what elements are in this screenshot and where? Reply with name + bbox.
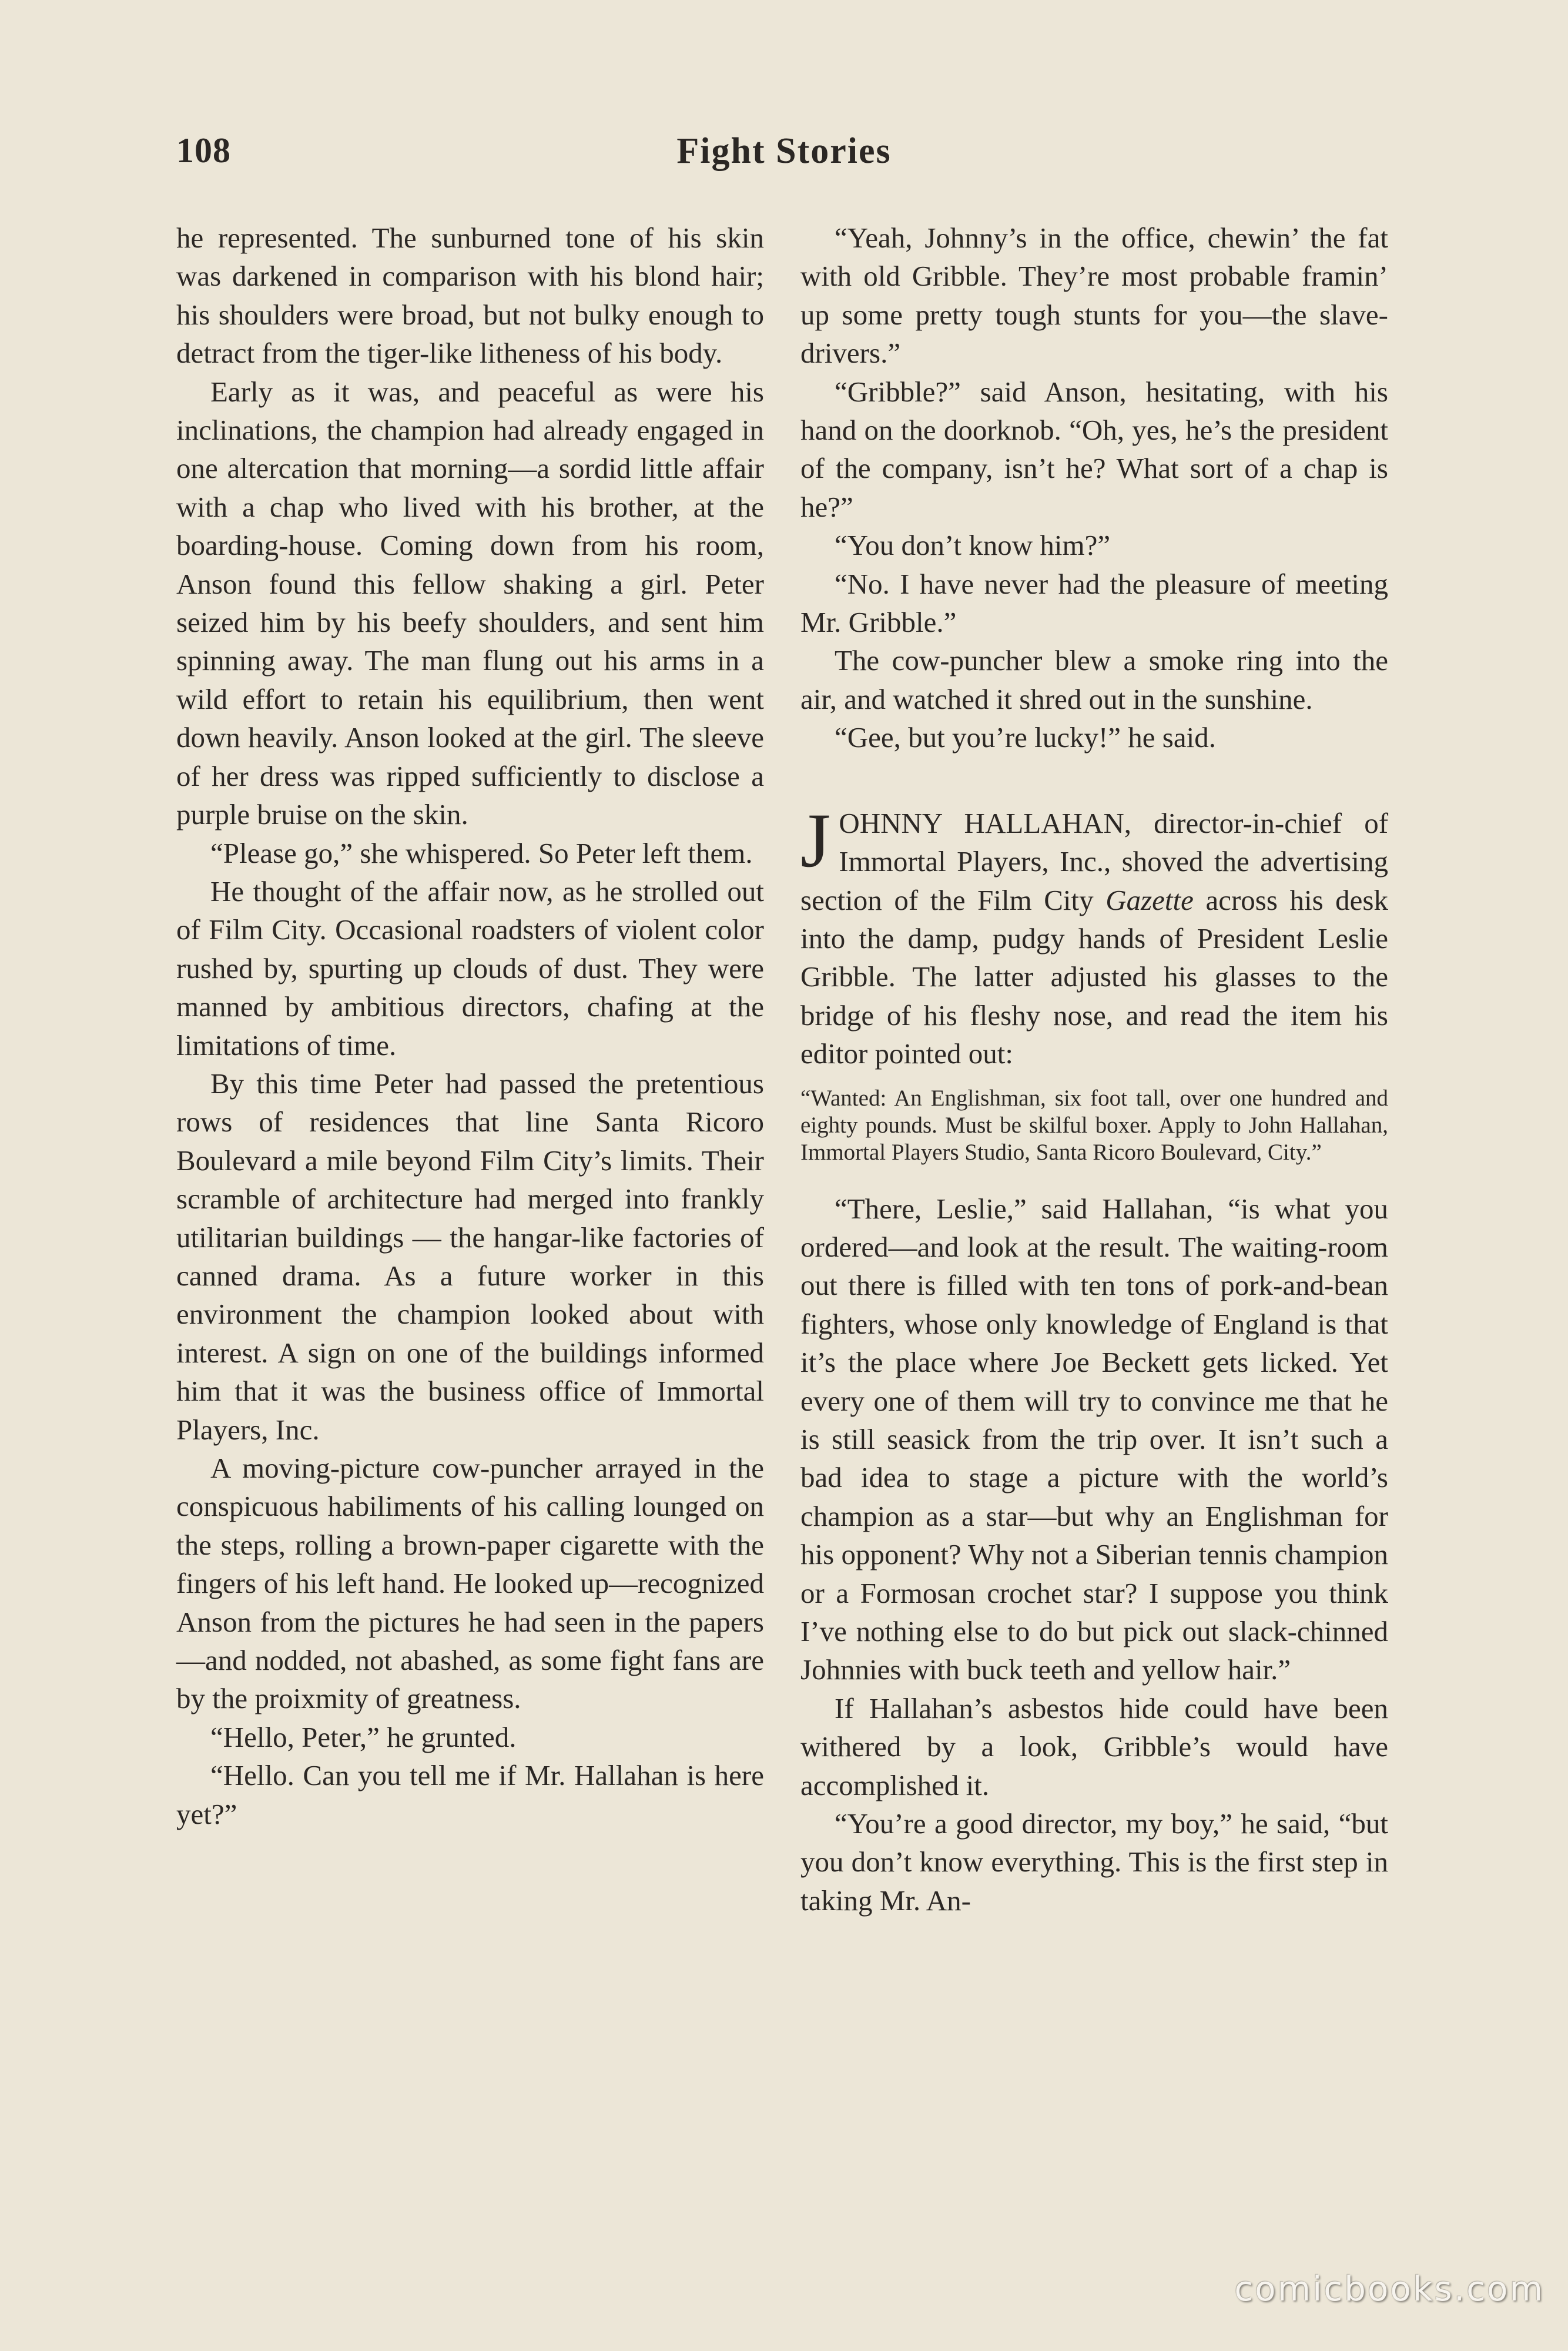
paragraph: By this time Peter had passed the pretentious rows of residences that line Santa Ricoro Boulevard a mile beyond Film City’s limits. Their scramble of architecture had merged into frankly utilitarian buildings — the hangar-like factories of canned drama. As a future worker in this environment the champion looked about with interest. A sign on one of the buildings informed him that it was the business office of Immortal Players, Inc.	[176, 1067, 764, 1446]
paragraph: If Hallahan’s asbestos hide could have been withered by a look, Gribble’s would have accomplished it.	[800, 1692, 1388, 1801]
left-column	[176, 219, 764, 1833]
opening-text: director-in-chief of Immortal Players, Inc., shoved the advertising section of the Film City	[800, 806, 1389, 916]
paragraph: A moving-picture cow-puncher arrayed in the conspicuous habiliments of his calling lounged on the steps, rolling a brown-paper cigarette with the fingers of his left hand. He looked up—recognized Anson from the pictures he had seen in the papers—and nodded, not abashed, as some fight fans are by the proixmity of greatness.	[176, 1452, 764, 1715]
running-title: Fight Stories	[676, 131, 892, 171]
opening-caps: OHNNY HALLAHAN,	[839, 806, 1131, 839]
paragraph: The cow-puncher blew a smoke ring into the air, and watched it shred out in the sunshine.	[800, 644, 1388, 715]
paragraph: “You don’t know him?”	[835, 529, 1111, 562]
paragraph: he represented. The sunburned tone of his skin was darkened in comparison with his blond hair; his shoulders were broad, but not bulky enough to detract from the tiger-like litheness of his body.	[176, 222, 764, 370]
advertisement-quote: “Wanted: An Englishman, six foot tall, over one hundred and eighty pounds. Must be skilful boxer. Apply to John Hallahan, Immortal Players Studio, Santa Ricoro Boulevard, City.”	[800, 1085, 1388, 1165]
watermark: comicbooks.com	[1234, 2269, 1544, 2309]
paragraph: “Hello, Peter,” he grunted.	[210, 1720, 517, 1753]
paragraph: Early as it was, and peaceful as were his inclinations, the champion had already engaged in one altercation that morning—a sordid little affair with a chap who lived with his brother, at the boarding-house. Coming down from his room, Anson found this fellow shaking a girl. Peter seized him by his beefy shoulders, and sent him spinning away. The man flung out his arms in a wild effort to retain his equilibrium, then went down heavily. Anson looked at the girl. The sleeve of her dress was ripped sufficiently to disclose a purple bruise on the skin.	[176, 375, 764, 831]
paragraph: “Please go,” she whispered. So Peter left them.	[210, 836, 753, 869]
section-opening-paragraph	[800, 796, 1389, 1073]
paragraph: “Gee, but you’re lucky!” he said.	[835, 721, 1216, 754]
paragraph: “Hello. Can you tell me if Mr. Hallahan is here yet?”	[176, 1759, 764, 1830]
paragraph: “There, Leslie,” said Hallahan, “is what you ordered—and look at the result. The waiting-room out there is filled with ten tons of pork-and-bean fighters, whose only knowledge of England is that it’s the place where Joe Beckett gets licked. Yet every one of them will try to convince me that he is still seasick from the trip over. It isn’t such a bad idea to stage a picture with the world’s champion as a star—but why an Englishman for his opponent? Why not a Siberian tennis champion or a Formosan crochet star? I suppose you think I’ve nothing else to do but pick out slack-chinned Johnnies with buck teeth and yellow hair.”	[800, 1192, 1388, 1686]
page-number: 108	[176, 131, 231, 170]
opening-text-cont: across his desk into the damp, pudgy hands of President Leslie Gribble. The latter adjusted his glasses to the bridge of his fleshy nose, and read the item his editor pointed out:	[800, 883, 1388, 1070]
paragraph: “You’re a good director, my boy,” he said, “but you don’t know everything. This is the first step in taking Mr. An-	[800, 1807, 1388, 1917]
paragraph: He thought of the affair now, as he strolled out of Film City. Occasional roadsters of violent color rushed by, spurting up clouds of dust. They were manned by ambitious directors, chafing at the limitations of time.	[176, 875, 764, 1061]
paragraph: “Gribble?” said Anson, hesitating, with his hand on the doorknob. “Oh, yes, he’s the president of the company, isn’t he? What sort of a chap is he?”	[800, 375, 1388, 523]
paragraph: “No. I have never had the pleasure of meeting Mr. Gribble.”	[800, 567, 1388, 639]
drop-cap: J	[800, 796, 831, 883]
newspaper-title: Gazette	[1105, 883, 1194, 916]
paragraph: “Yeah, Johnny’s in the office, chewin’ the fat with old Gribble. They’re most probable framin’ up some pretty tough stunts for you—the slave-drivers.”	[800, 222, 1388, 370]
right-column	[800, 219, 1388, 1920]
section-break	[800, 757, 1388, 804]
